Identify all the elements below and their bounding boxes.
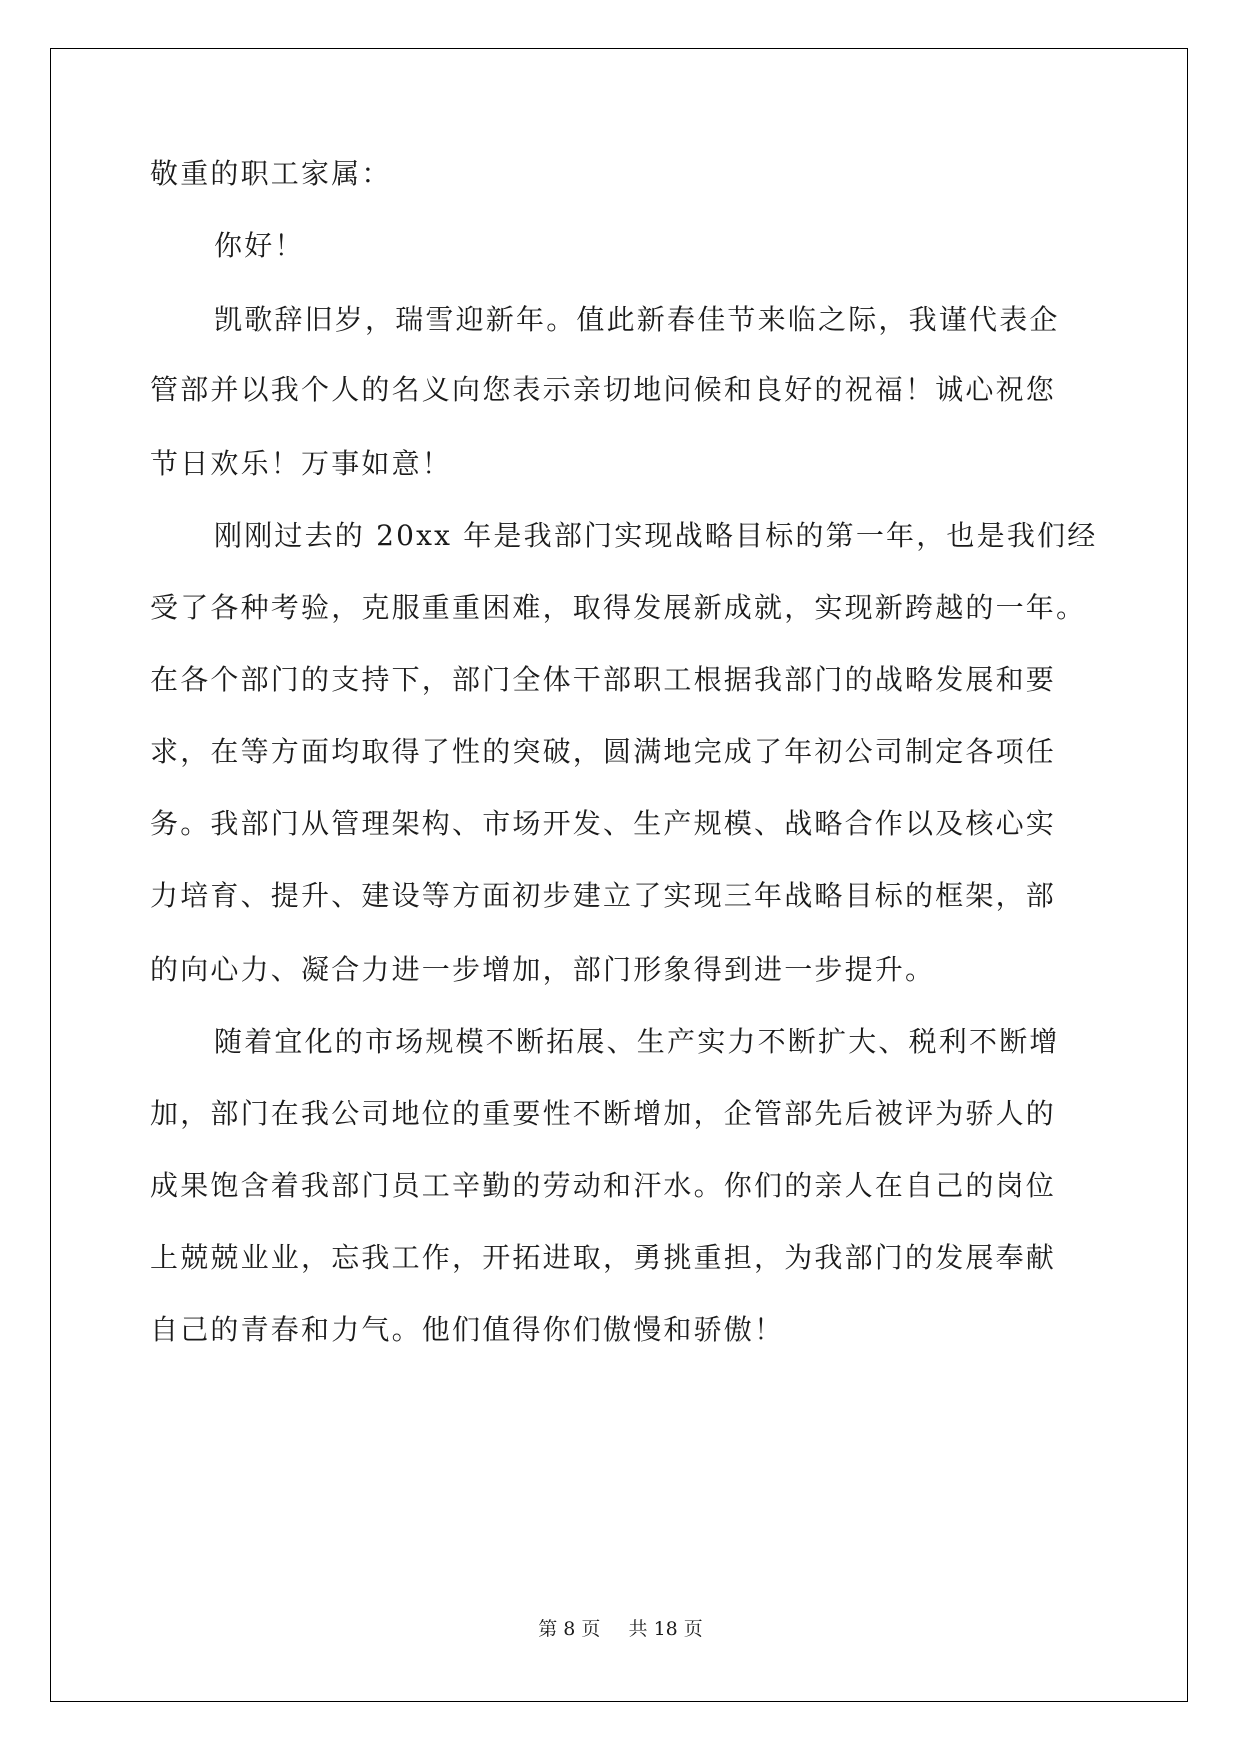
paragraph-line: 上兢兢业业，忘我工作，开拓进取，勇挑重担，为我部门的发展奉献 — [150, 1241, 1057, 1274]
paragraph-line: 随着宜化的市场规模不断拓展、生产实力不断扩大、税利不断增 — [214, 1025, 1060, 1058]
paragraph-line: 凯歌辞旧岁，瑞雪迎新年。值此新春佳节来临之际，我谨代表企 — [214, 303, 1060, 336]
paragraph-line: 求，在等方面均取得了性的突破，圆满地完成了年初公司制定各项任 — [150, 735, 1057, 768]
greeting: 你好！ — [214, 229, 305, 262]
paragraph-line: 务。我部门从管理架构、市场开发、生产规模、战略合作以及核心实 — [150, 807, 1057, 840]
paragraph-line: 加，部门在我公司地位的重要性不断增加，企管部先后被评为骄人的 — [150, 1097, 1057, 1130]
page-border — [50, 48, 1188, 1702]
paragraph-line: 的向心力、凝合力进一步增加，部门形象得到进一步提升。 — [150, 953, 936, 986]
paragraph-line: 成果饱含着我部门员工辛勤的劳动和汗水。你们的亲人在自己的岗位 — [150, 1169, 1057, 1202]
paragraph-line: 在各个部门的支持下，部门全体干部职工根据我部门的战略发展和要 — [150, 663, 1057, 696]
paragraph-line: 刚刚过去的 20xx 年是我部门实现战略目标的第一年，也是我们经 — [214, 519, 1098, 552]
paragraph-line: 自己的青春和力气。他们值得你们傲慢和骄傲！ — [150, 1313, 785, 1346]
page-number: 第 8 页 — [538, 1618, 601, 1640]
paragraph-line: 管部并以我个人的名义向您表示亲切地问候和良好的祝福！诚心祝您 — [150, 373, 1057, 406]
salutation: 敬重的职工家属： — [150, 157, 392, 190]
paragraph-line: 受了各种考验，克服重重困难，取得发展新成就，实现新跨越的一年。 — [150, 591, 1087, 624]
paragraph-line: 节日欢乐！万事如意！ — [150, 447, 453, 480]
page-footer — [0, 1614, 1241, 1641]
page-total: 共 18 页 — [628, 1618, 703, 1640]
paragraph-line: 力培育、提升、建设等方面初步建立了实现三年战略目标的框架，部 — [150, 879, 1057, 912]
